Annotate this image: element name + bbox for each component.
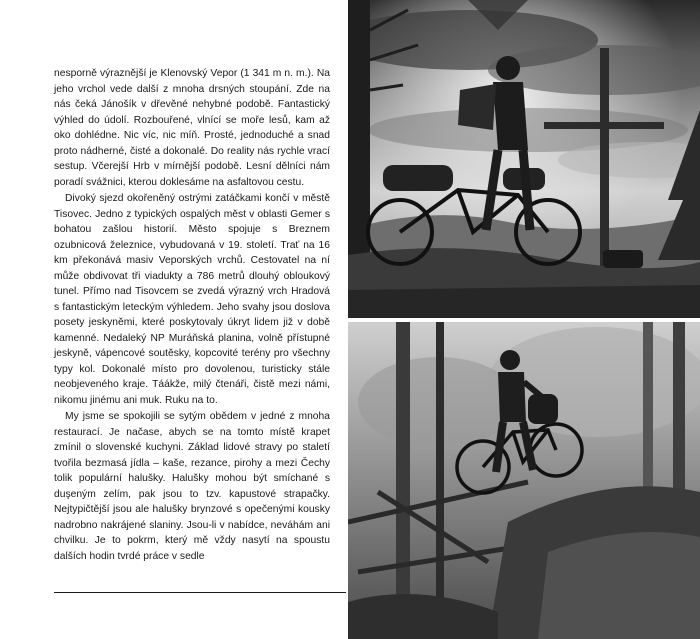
paragraph-2: Divoký sjezd okořeněný ostrými zatáčkami končí v městě Tisovec. Jedno z typických ospalých měst v oblasti Gemer s bohatou zašlou historií. Město spojuje s Breznem ozubnicová železnice, vybudovaná v 19. století. Trať na 16 km překonává masiv Veporských vrchů. Cestovatel na ní může obdivovat tři viadukty a 786 metrů dlouhý obloukový tunel. Přímo nad Tisovcem se zvedá výrazný vrch Hradová s fantastickým leteckým výhledem. Jeho svahy jsou doslova posety jeskyněmi, které poskytovaly úkryt lidem již v době kamenné. Nedaleký NP Muráňská planina, volně přístupné jeskyně, vápencové soutěsky, kopcovité terény pro všechny typy kol. Dokonalé místo pro dovolenou, turisticky stále neobjeveného kraje. Táákže, milý čtenáři, čistě mezi námi, nikomu jinému ani muk. Ruku na to. (54, 193, 330, 406)
footer-rule (54, 592, 346, 593)
paragraph-1: nesporně výraznější je Klenovský Vepor (1 341 m n. m.). Na jeho vrchol vede další z mnoha drsných stoupání. Zde na nás čeká Jánošík v dřevěné nehybné podobě. Fantastický výhled do údolí. Rozbouřené, vlnící se moře lesů, kam až oko dohlédne. Nic víc, nic míň. Prosté, jednoduché a snad proto nádherné, čisté a dokonalé. Do reality nás rychle vrací sestup. Včerejší Hrb v mírnější podobě. Lesní dělníci nám poradí svážnici, kterou doklesáme na asfaltovou cestu. (54, 68, 330, 188)
summit-cross-photo (348, 0, 700, 318)
paragraph-3: My jsme se spokojili se sytým obědem v jedné z mnoha restaurací. Je načase, abych se na tomto místě krapet zmínil o slovenské kuchyni. Základ lidové stravy po staletí tvořila bezmasá jídla – kaše, rezance, pirohy a mezi Čechy tolik populární halušky. Halušky mohou být smíchané s duşeným zelím, pak jsou to tzv. kapustové strapačky. Nejtypičtější jsou ale halušky brynzové s opečenými kousky nadrobno nakrájené slaniny. Jsou-li v nabídce, neváhám ani chvilku. Je to pokrm, který mě vždy nasytí na spoustu dalších hodin tvrdé práce v sedle (54, 411, 330, 562)
forest-trail-photo (348, 322, 700, 639)
article-text-column (54, 66, 330, 564)
